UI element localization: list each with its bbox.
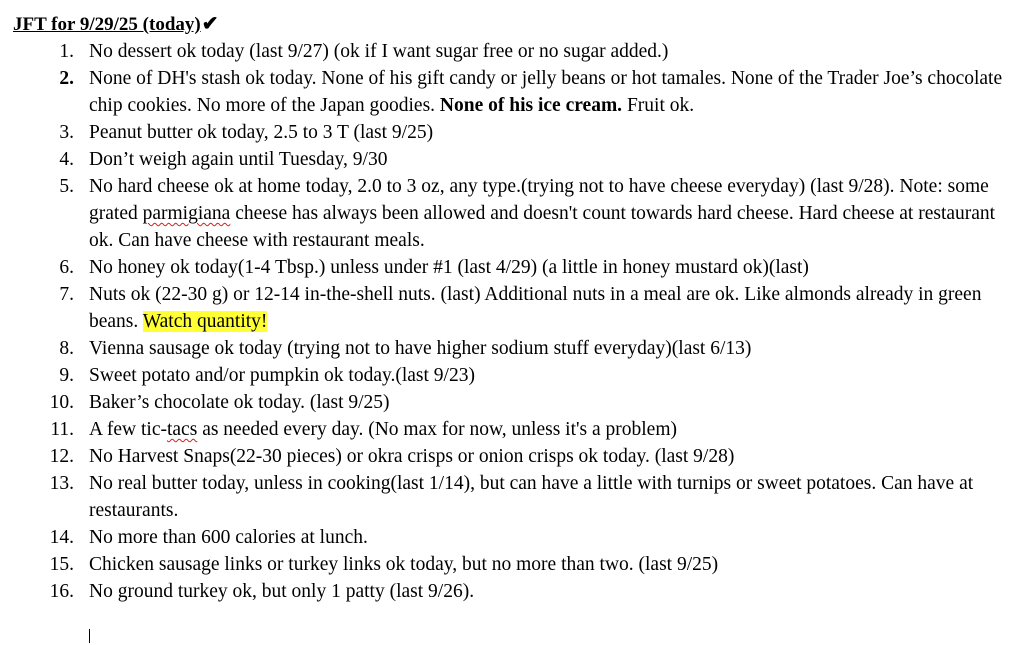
item-number: 3. [59,122,74,143]
misspelled-word[interactable]: tacs [166,419,198,440]
list-item [0,362,1035,389]
item-text: None of DH's stash ok today. None of his gift candy or jelly beans or hot tamales. None of the Trader Joe’s chocolate chip cookies. No more of the Japan goodies. [89,68,1003,116]
heading-text: JFT for 9/29/25 (today) [13,14,201,35]
item-number: 9. [59,365,74,386]
item-number: 13. [49,473,74,494]
list-item [0,65,1035,119]
item-text: Peanut butter ok today, 2.5 to 3 T (last 9/25) [89,122,434,143]
list-item [0,443,1035,470]
item-text: No honey ok today(1-4 Tbsp.) unless under #1 (last 4/29) (a little in honey mustard ok)(last) [89,257,809,278]
list-item [0,551,1035,578]
list-item [0,38,1035,65]
list-item [0,578,1035,605]
item-text: No dessert ok today (last 9/27) (ok if I want sugar free or no sugar added.) [89,41,669,62]
item-bold-text: None of his ice cream. [439,95,623,116]
list-item [0,173,1035,254]
item-text: Sweet potato and/or pumpkin ok today.(last 9/23) [89,365,475,386]
item-text: No hard cheese ok at home today, 2.0 to 3 oz, any type.(trying not to have cheese everyday) (last 9/28). Note: some grated [89,176,989,224]
item-number: 6. [59,257,74,278]
item-number: 11. [50,419,74,440]
item-number: 15. [49,554,74,575]
item-number: 14. [49,527,74,548]
item-text: as needed every day. (No max for now, unless it's a problem) [197,419,677,440]
item-text: No ground turkey ok, but only 1 patty (last 9/26). [89,581,475,602]
misspelled-word[interactable]: parmigiana [142,203,231,224]
list-item [0,254,1035,281]
item-number: 1. [59,41,74,62]
item-number: 16. [49,581,74,602]
list-item [0,335,1035,362]
item-number: 4. [59,149,74,170]
list-item [0,119,1035,146]
item-text: Vienna sausage ok today (trying not to have higher sodium stuff everyday)(last 6/13) [89,338,752,359]
item-number: 8. [59,338,74,359]
item-number: 2. [59,68,74,89]
list-item [0,416,1035,443]
item-text: cheese has always been allowed and doesn't count towards hard cheese. Hard cheese at restaurant ok. Can have cheese with restaurant meals. [89,203,996,251]
item-text: No Harvest Snaps(22-30 pieces) or okra crisps or onion crisps ok today. (last 9/28) [89,446,735,467]
list-item [0,281,1035,335]
list-item [0,389,1035,416]
item-number: 12. [49,446,74,467]
item-text: A few tic- [89,419,167,440]
item-text: Nuts ok (22-30 g) or 12-14 in-the-shell nuts. (last) Additional nuts in a meal are ok. Like almonds already in green beans. [89,284,982,332]
checkmark-icon: ✔ [201,13,219,35]
item-number: 10. [49,392,74,413]
item-number: 5. [59,176,74,197]
list-item [0,470,1035,524]
item-text: No real butter today, unless in cooking(last 1/14), but can have a little with turnips or sweet potatoes. Can have at restaurants. [89,473,974,521]
item-text: Chicken sausage links or turkey links ok today, but no more than two. (last 9/25) [89,554,719,575]
rules-list [0,38,1035,605]
item-number: 7. [59,284,74,305]
list-item [0,524,1035,551]
item-text: Baker’s chocolate ok today. (last 9/25) [89,392,390,413]
item-text: No more than 600 calories at lunch. [89,527,368,548]
text-cursor[interactable] [89,629,90,643]
item-text: Fruit ok. [622,95,695,116]
list-item [0,146,1035,173]
item-text: Don’t weigh again until Tuesday, 9/30 [89,149,388,170]
highlighted-text: Watch quantity! [142,311,268,332]
document-heading [13,11,218,38]
